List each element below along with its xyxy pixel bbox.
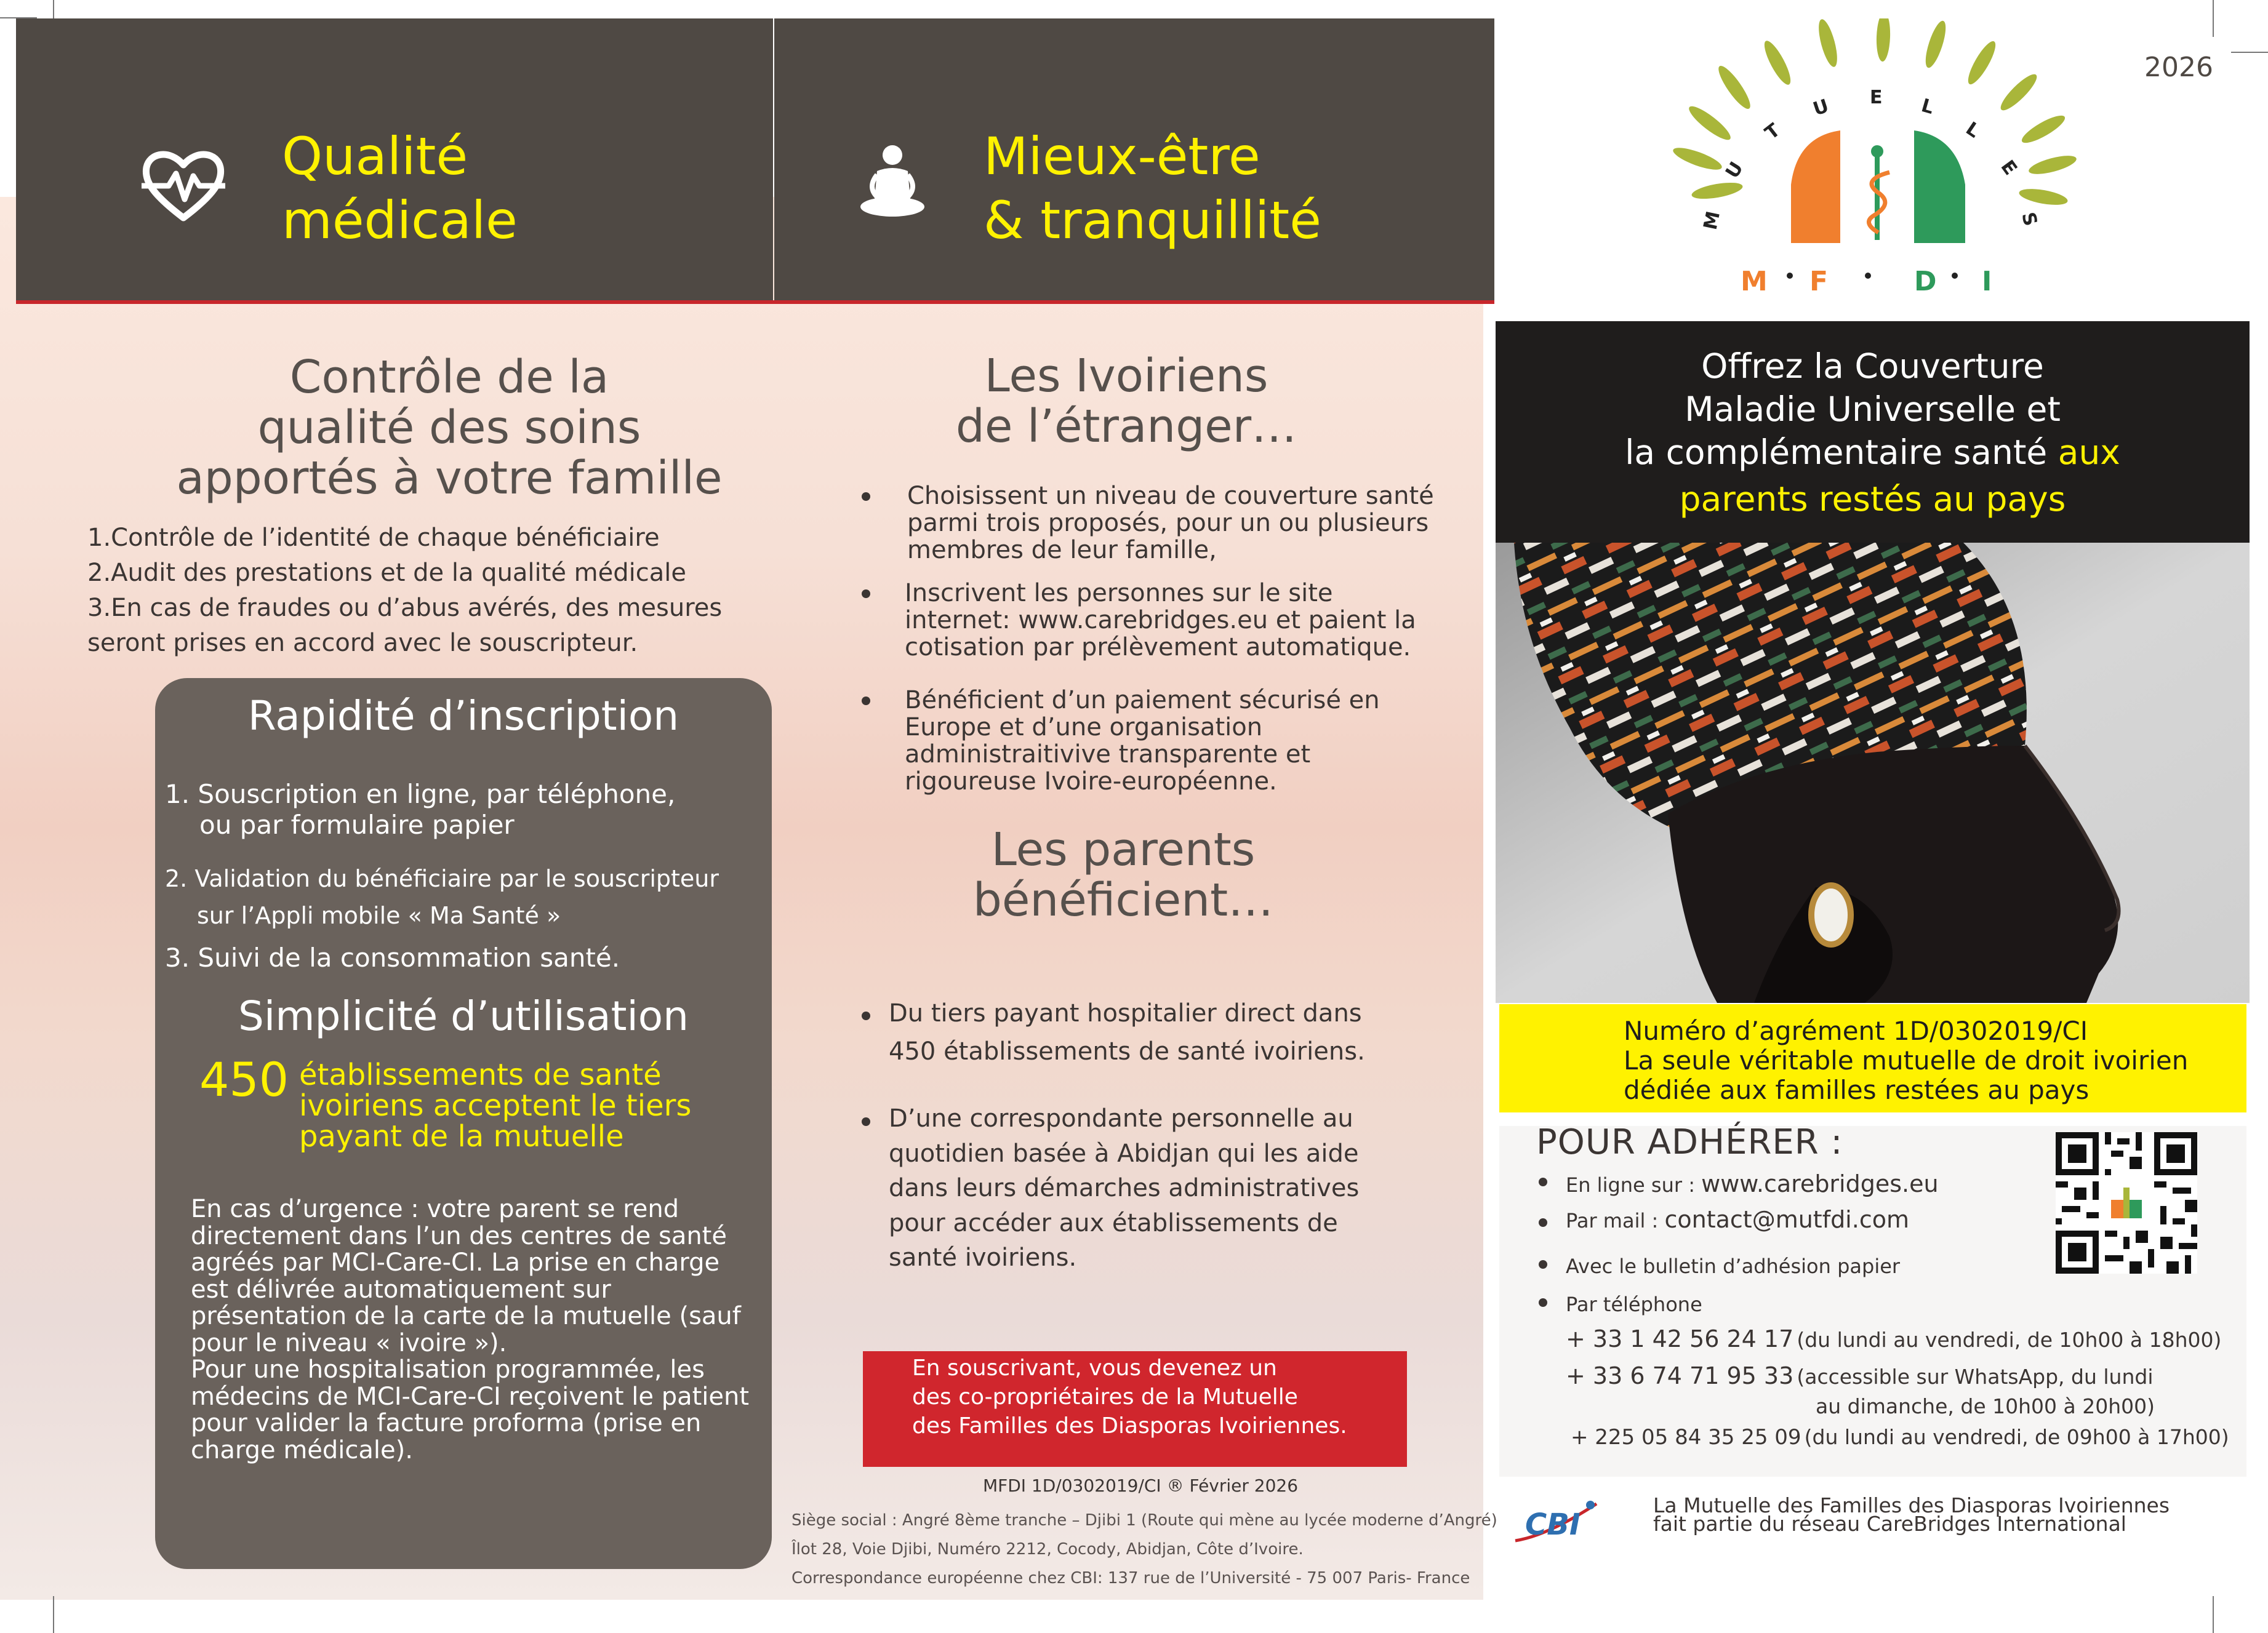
phone-row: + 225 05 84 35 25 09 (du lundi au vendredi, de 09h00 à 17h00) [1571, 1425, 2229, 1450]
bullet-dot [1539, 1298, 1547, 1307]
heart-pulse-icon [140, 145, 226, 225]
phone-row: + 33 1 42 56 24 17 (du lundi au vendredi, de 10h00 à 18h00) [1566, 1325, 2222, 1352]
footer-ref: MFDI 1D/0302019/CI ® Février 2026 [982, 1475, 1299, 1496]
list-item: Bénéficient d’un paiement sécurisé en Europe et d’une organisation administraitivive transparente et rigoureuse Ivoire-européenne. [905, 686, 1380, 796]
list-item: Inscrivent les personnes sur le site internet: www.carebridges.eu et paient la cotisation par prélèvement automatique. [905, 579, 1416, 661]
svg-text:D: D [1914, 266, 1937, 297]
bullet-dot [1539, 1260, 1547, 1269]
agrement-text: Numéro d’agrément 1D/0302019/CI La seule véritable mutuelle de droit ivoirien dédiée aux familles restées au pays [1624, 1016, 2189, 1105]
list-item: D’une correspondante personnelle au quotidien basée à Abidjan qui les aide dans leurs démarches administratives pour accéder aux établissements de santé ivoiriens. [889, 1104, 1360, 1272]
crop-mark [2213, 1596, 2214, 1633]
bullet-dot [862, 589, 870, 598]
svg-text:U: U [1721, 158, 1748, 183]
card-step-2: 2. Validation du bénéficiaire par le souscripteur sur l’Appli mobile « Ma Santé » [165, 865, 719, 929]
svg-text:L: L [1961, 118, 1984, 143]
list-item: Du tiers payant hospitalier direct dans 450 établissements de santé ivoiriens. [889, 999, 1365, 1066]
bullet-dot [862, 697, 870, 705]
crop-mark [2231, 52, 2268, 53]
year-label: 2026 [2144, 52, 2213, 83]
heading-parents: Les parents bénéficient… [972, 823, 1274, 927]
heading-controle: Contrôle de la qualité des soins apportés à votre famille [176, 351, 723, 505]
list-item: Choisissent un niveau de couverture santé parmi trois proposés, pour un ou plusieurs membres de leur famille, [907, 482, 1434, 564]
mfdi-logo [1625, 18, 2117, 308]
header-title-mieux-etre: Mieux-être & tranquillité [984, 126, 1321, 250]
offer-text: Offrez la Couverture Maladie Universelle et la complémentaire santé aux parents restés au pays [1625, 346, 2120, 519]
meditation-icon [859, 143, 926, 223]
card-step-3: 3. Suivi de la consommation santé. [165, 943, 620, 973]
svg-text:T: T [1761, 119, 1785, 145]
svg-text:M: M [1699, 209, 1725, 232]
urgence-paragraph: En cas d’urgence : votre parent se rend directement dans l’un des centres de santé agréés par MCI-Care-CI. La prise en charge est délivrée automatiquement sur présentation de la carte de la mutuelle (sauf pour le niveau « ivoire »). Pour une hospitalisation programmée, les médecins de MCI-Care-CI reçoivent le patient pour valider la facture proforma (prise en charge médicale). [191, 1195, 750, 1464]
svg-text:CBI: CBI [1525, 1507, 1581, 1542]
online-line: En ligne sur : www.carebridges.eu [1566, 1170, 1939, 1197]
header-red-line [16, 300, 1494, 304]
card-subtitle: Simplicité d’utilisation [238, 992, 689, 1040]
list-item: 2.Audit des prestations et de la qualité médicale [87, 559, 686, 587]
phone-note: au dimanche, de 10h00 à 20h00) [1816, 1394, 2155, 1418]
phone-number[interactable]: + 33 6 74 71 95 33 [1566, 1362, 1794, 1389]
svg-text:L: L [1918, 95, 1936, 119]
bullet-dot [862, 1117, 870, 1126]
mail-line: Par mail : contact@mutfdi.com [1566, 1206, 1909, 1233]
svg-text:M: M [1741, 266, 1768, 297]
controle-list [87, 521, 722, 661]
bullet-dot [862, 492, 870, 501]
svg-text:I: I [1982, 266, 1992, 297]
svg-text:E: E [1996, 156, 2021, 180]
list-item: 1.Contrôle de l’identité de chaque bénéficiaire [87, 524, 660, 552]
big-number-450: 450 [199, 1052, 289, 1107]
phone-row: + 33 6 74 71 95 33 (accessible sur WhatsApp, du lundi [1566, 1362, 2154, 1389]
list-item: 3.En cas de fraudes ou d’abus avérés, des mesures [87, 594, 723, 622]
svg-text:E: E [1870, 87, 1883, 108]
phone-label: Par téléphone [1566, 1293, 1702, 1316]
cbi-text: La Mutuelle des Familles des Diasporas Ivoiriennes fait partie du réseau CareBridges International [1653, 1493, 2170, 1536]
bullet-dot [1539, 1218, 1547, 1227]
qr-code[interactable] [2056, 1132, 2197, 1274]
list-item: seront prises en accord avec le souscripteur. [87, 629, 638, 657]
email-link[interactable]: contact@mutfdi.com [1664, 1206, 1909, 1233]
adherer-title: POUR ADHÉRER : [1536, 1122, 1843, 1162]
svg-text:U: U [1810, 95, 1832, 121]
highlight-etablissements: établissements de santé ivoiriens acceptent le tiers payant de la mutuelle [299, 1058, 692, 1154]
bulletin-line: Avec le bulletin d’adhésion papier [1566, 1255, 1901, 1278]
coproprietaires-text: En souscrivant, vous devenez un des co-propriétaires de la Mutuelle des Familles des Diasporas Ivoiriennes. [912, 1356, 1347, 1439]
svg-text:F: F [1809, 266, 1829, 297]
footer-address: Siège social : Angré 8ème tranche – Djibi 1 (Route qui mène au lycée moderne d’Angré) Îlot 28, Voie Djibi, Numéro 2212, Cocody, Abidjan, Côte d’Ivoire. Correspondance européenne chez CBI: 137 rue de l’Université - 75 007 Paris- France [791, 1511, 1497, 1587]
header-title-qualite: Qualité médicale [282, 126, 518, 250]
phone-number[interactable]: + 33 1 42 56 24 17 [1566, 1325, 1794, 1352]
cbi-logo [1510, 1491, 1603, 1553]
crop-mark [2213, 0, 2214, 37]
bullet-dot [1539, 1178, 1547, 1186]
bullet-dot [862, 1012, 870, 1020]
heading-ivoiriens: Les Ivoiriens de l’étranger… [955, 349, 1297, 453]
card-step-1: 1. Souscription en ligne, par téléphone, ou par formulaire papier [165, 779, 676, 840]
woman-portrait-photo [1496, 543, 2250, 1003]
card-title: Rapidité d’inscription [247, 692, 679, 740]
crop-mark [53, 1596, 54, 1633]
website-link[interactable]: www.carebridges.eu [1701, 1170, 1939, 1197]
svg-text:S: S [2017, 210, 2042, 228]
phone-number[interactable]: + 225 05 84 35 25 09 [1571, 1425, 1801, 1450]
